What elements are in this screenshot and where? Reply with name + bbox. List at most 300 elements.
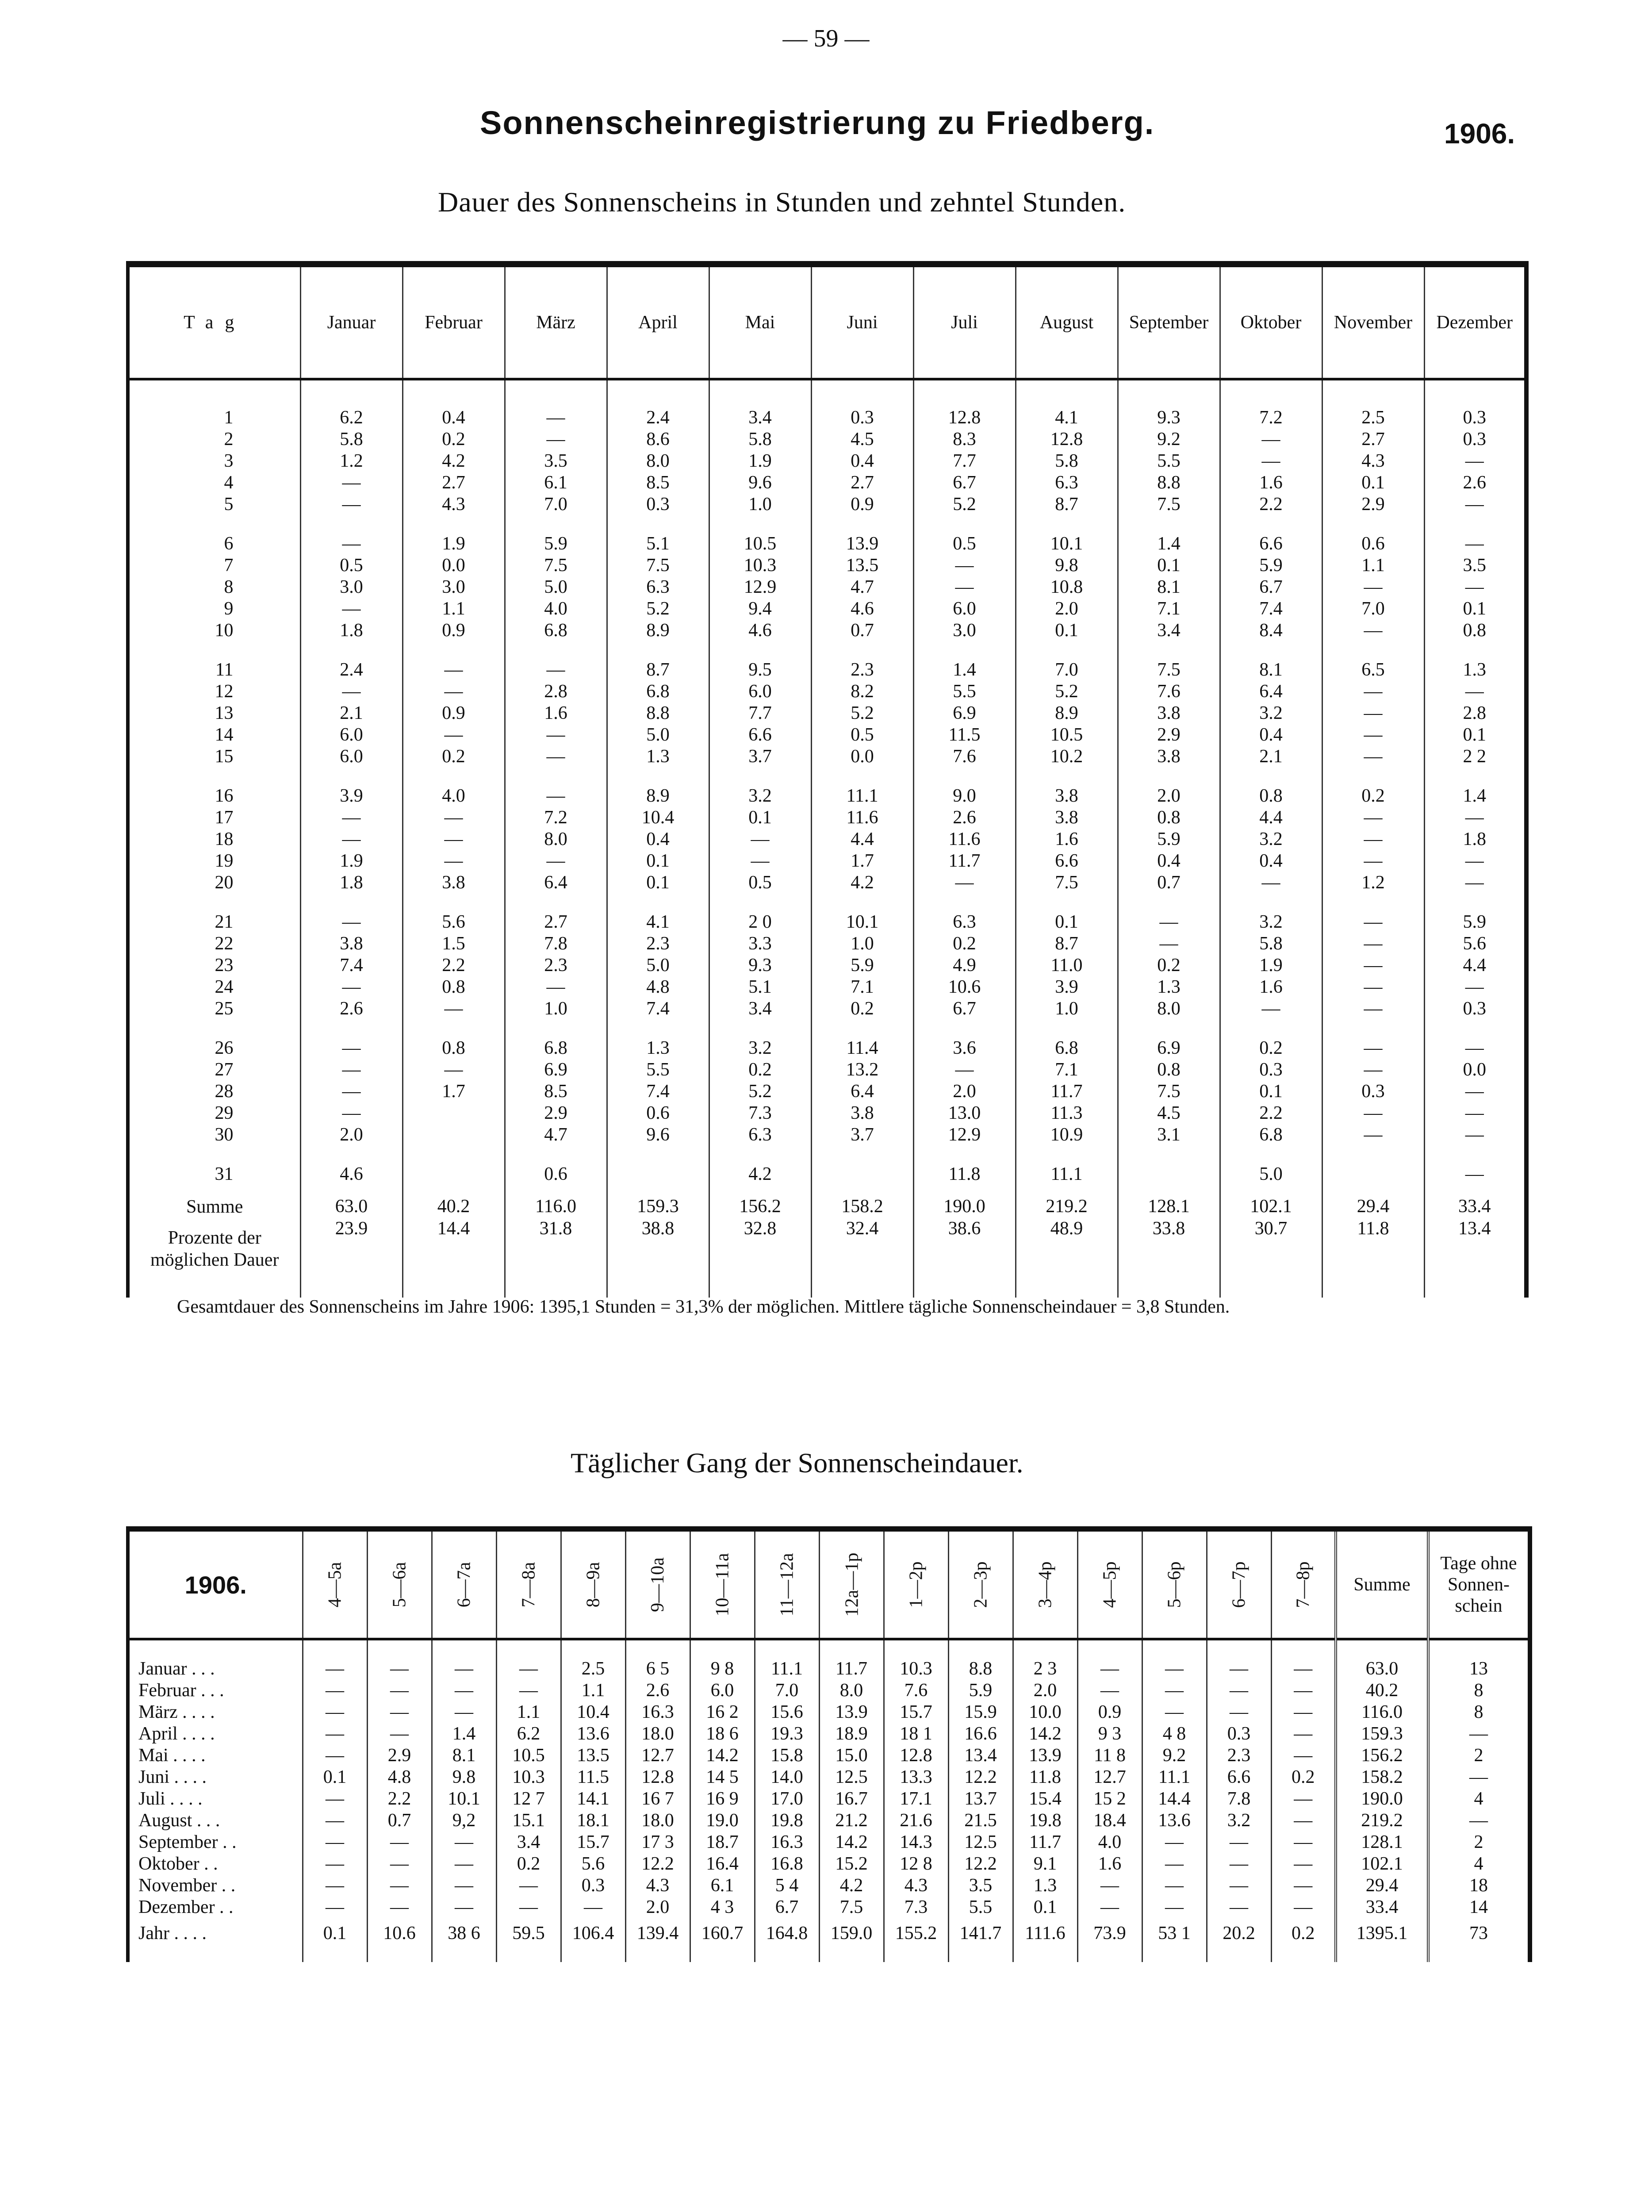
- sunshine-hours-cell: 5.0: [607, 724, 709, 746]
- sunshine-hours-cell: 3.4: [1118, 620, 1220, 641]
- day-number-cell: 12: [128, 681, 300, 703]
- month-sum-cell: 158.2: [811, 1185, 913, 1218]
- month-sum-cell: 63.0: [300, 1185, 402, 1218]
- hourly-value-cell: 4.8: [367, 1767, 432, 1788]
- sum-row: [128, 1185, 1526, 1218]
- sunshine-hours-cell: 8.6: [607, 429, 709, 450]
- sunshine-hours-cell: 5.9: [1424, 894, 1526, 933]
- sunshine-hours-cell: —: [300, 894, 402, 933]
- sunshine-hours-cell: 7.5: [505, 555, 607, 576]
- sunshine-hours-cell: 7.1: [811, 976, 913, 998]
- hourly-value-cell: 16.3: [755, 1832, 819, 1853]
- sunshine-hours-cell: —: [913, 555, 1016, 576]
- sunshine-hours-cell: 10.8: [1016, 576, 1118, 598]
- sunshine-hours-cell: 13.9: [811, 515, 913, 555]
- hour-header-label: 6—7p: [1229, 1561, 1249, 1608]
- sunshine-hours-cell: 3.9: [300, 768, 402, 807]
- sunshine-hours-cell: 2.3: [505, 955, 607, 976]
- days-without-sun-cell: 8: [1428, 1701, 1530, 1723]
- sunshine-hours-cell: 1.3: [1118, 976, 1220, 998]
- sunshine-hours-cell: —: [402, 850, 505, 872]
- hour-header: [819, 1529, 884, 1639]
- sunshine-hours-cell: 8.7: [607, 641, 709, 681]
- hourly-value-cell: —: [1271, 1680, 1336, 1701]
- sunshine-hours-cell: —: [1424, 1081, 1526, 1102]
- month-sum-cell: 116.0: [1336, 1701, 1428, 1723]
- sunshine-hours-cell: 7.1: [1118, 598, 1220, 620]
- sunshine-hours-cell: 12.9: [709, 576, 811, 598]
- hourly-value-cell: 6 5: [625, 1639, 690, 1680]
- hourly-value-cell: —: [303, 1723, 367, 1745]
- hour-header: [432, 1529, 496, 1639]
- hourly-value-cell: 0.2: [496, 1853, 561, 1875]
- sunshine-hours-cell: 2.7: [1322, 429, 1424, 450]
- hourly-value-cell: 12.7: [625, 1745, 690, 1767]
- hourly-value-cell: 15.1: [496, 1810, 561, 1832]
- table2-corner-year: 1906.: [128, 1529, 303, 1639]
- table-row: [128, 1723, 1530, 1745]
- day-number-cell: 2: [128, 429, 300, 450]
- table-row: [128, 1081, 1526, 1102]
- table-row: [128, 894, 1526, 933]
- sunshine-hours-cell: 9.3: [709, 955, 811, 976]
- sunshine-hours-cell: —: [1322, 976, 1424, 998]
- hourly-value-cell: —: [1077, 1680, 1142, 1701]
- sunshine-hours-cell: 3.9: [1016, 976, 1118, 998]
- hourly-value-cell: —: [367, 1897, 432, 1918]
- hour-header-label: 7—8a: [518, 1562, 539, 1608]
- days-without-sun-cell: 2: [1428, 1745, 1530, 1767]
- sunshine-hours-cell: 9.3: [1118, 379, 1220, 429]
- days-without-sun-header: Tage ohne Sonnen-schein: [1428, 1529, 1530, 1639]
- percent-label: Prozente der möglichen Dauer: [128, 1218, 300, 1298]
- sunshine-hours-cell: 6.8: [1220, 1124, 1322, 1146]
- sunshine-hours-cell: 11.4: [811, 1020, 913, 1059]
- page-year: 1906.: [1444, 118, 1515, 150]
- sunshine-hours-cell: 8.7: [1016, 494, 1118, 515]
- sunshine-hours-cell: 10.9: [1016, 1124, 1118, 1146]
- hourly-sunshine-table: [126, 1526, 1532, 1962]
- hourly-value-cell: 1.1: [496, 1701, 561, 1723]
- sunshine-hours-cell: 7.7: [913, 450, 1016, 472]
- hourly-value-cell: —: [303, 1745, 367, 1767]
- sunshine-hours-cell: 6.8: [1016, 1020, 1118, 1059]
- day-number-cell: 11: [128, 641, 300, 681]
- sunshine-hours-cell: 1.0: [811, 933, 913, 955]
- sunshine-hours-cell: 2.0: [1118, 768, 1220, 807]
- sunshine-hours-cell: —: [709, 829, 811, 850]
- sunshine-hours-cell: 9.6: [607, 1124, 709, 1146]
- month-sum-cell: 156.2: [709, 1185, 811, 1218]
- sunshine-hours-cell: 1.1: [402, 598, 505, 620]
- sunshine-hours-cell: 2.0: [300, 1124, 402, 1146]
- sunshine-hours-cell: 0.2: [1220, 1020, 1322, 1059]
- sunshine-hours-cell: —: [1322, 894, 1424, 933]
- hourly-value-cell: —: [1271, 1639, 1336, 1680]
- sunshine-hours-cell: 2.2: [1220, 494, 1322, 515]
- month-sum-cell: 128.1: [1336, 1832, 1428, 1853]
- sunshine-hours-cell: —: [505, 429, 607, 450]
- day-number-cell: 3: [128, 450, 300, 472]
- month-sum-cell: 102.1: [1220, 1185, 1322, 1218]
- sunshine-hours-cell: 10.6: [913, 976, 1016, 998]
- days-without-sun-cell: 2: [1428, 1832, 1530, 1853]
- sunshine-hours-cell: 1.9: [1220, 955, 1322, 976]
- sunshine-hours-cell: 1.6: [1016, 829, 1118, 850]
- sunshine-hours-cell: 5.5: [1118, 450, 1220, 472]
- sunshine-hours-cell: 6.6: [1016, 850, 1118, 872]
- sunshine-hours-cell: 9.8: [1016, 555, 1118, 576]
- sunshine-hours-cell: 3.0: [913, 620, 1016, 641]
- hourly-value-cell: —: [367, 1875, 432, 1897]
- hourly-value-cell: 11.7: [1013, 1832, 1077, 1853]
- sunshine-hours-cell: —: [1424, 494, 1526, 515]
- sunshine-hours-cell: 7.5: [1118, 494, 1220, 515]
- sunshine-hours-cell: 7.0: [505, 494, 607, 515]
- hourly-value-cell: 1.4: [432, 1723, 496, 1745]
- sunshine-hours-cell: 6.9: [1118, 1020, 1220, 1059]
- hourly-value-cell: 0.1: [1013, 1897, 1077, 1918]
- sunshine-hours-cell: [1118, 1146, 1220, 1185]
- sunshine-hours-cell: 13.2: [811, 1059, 913, 1081]
- hourly-value-cell: 15.8: [755, 1745, 819, 1767]
- sunshine-hours-cell: 11.7: [1016, 1081, 1118, 1102]
- hourly-value-cell: 2.9: [367, 1745, 432, 1767]
- sunshine-hours-cell: 5.2: [1016, 681, 1118, 703]
- sunshine-hours-cell: 0.9: [402, 620, 505, 641]
- sunshine-hours-cell: 3.3: [709, 933, 811, 955]
- table-row: [128, 641, 1526, 681]
- sunshine-hours-cell: [402, 1146, 505, 1185]
- hourly-value-cell: —: [303, 1701, 367, 1723]
- sunshine-hours-cell: 1.3: [1424, 641, 1526, 681]
- table-row: [128, 1701, 1530, 1723]
- hourly-value-cell: 18.1: [561, 1810, 625, 1832]
- days-without-sun-cell: 13: [1428, 1639, 1530, 1680]
- sunshine-hours-cell: 0.4: [402, 379, 505, 429]
- hourly-value-cell: 10.3: [884, 1639, 948, 1680]
- hourly-value-cell: —: [1271, 1701, 1336, 1723]
- sunshine-hours-cell: 7.5: [607, 555, 709, 576]
- days-without-sun-cell: 4: [1428, 1853, 1530, 1875]
- sunshine-hours-cell: 11.7: [913, 850, 1016, 872]
- sunshine-hours-cell: —: [505, 379, 607, 429]
- sunshine-hours-cell: 6.6: [709, 724, 811, 746]
- days-without-sun-cell: —: [1428, 1810, 1530, 1832]
- hourly-value-cell: 12.5: [948, 1832, 1013, 1853]
- hourly-value-cell: —: [1207, 1897, 1271, 1918]
- table-row: [128, 576, 1526, 598]
- month-sum-cell: 63.0: [1336, 1639, 1428, 1680]
- sunshine-hours-cell: 6.3: [913, 894, 1016, 933]
- sunshine-hours-cell: 4.1: [1016, 379, 1118, 429]
- hourly-value-cell: 8.0: [819, 1680, 884, 1701]
- hourly-value-cell: 14.0: [755, 1767, 819, 1788]
- hourly-value-cell: 2.3: [1207, 1745, 1271, 1767]
- sunshine-hours-cell: 1.5: [402, 933, 505, 955]
- hourly-value-cell: 0.3: [561, 1875, 625, 1897]
- table-row: [128, 598, 1526, 620]
- hourly-value-cell: —: [1142, 1897, 1207, 1918]
- sunshine-hours-cell: —: [1424, 1124, 1526, 1146]
- month-label: Februar . . .: [128, 1680, 303, 1701]
- hourly-value-cell: 12.8: [625, 1767, 690, 1788]
- hourly-value-cell: 9 8: [690, 1639, 755, 1680]
- hourly-value-cell: 14.2: [819, 1832, 884, 1853]
- hourly-value-cell: —: [432, 1832, 496, 1853]
- sunshine-hours-cell: 9.2: [1118, 429, 1220, 450]
- sunshine-hours-cell: 1.1: [1322, 555, 1424, 576]
- table-row: [128, 807, 1526, 829]
- sunshine-hours-cell: —: [913, 576, 1016, 598]
- hourly-value-cell: 18.9: [819, 1723, 884, 1745]
- hourly-value-cell: 9,2: [432, 1810, 496, 1832]
- sunshine-hours-cell: 1.6: [505, 703, 607, 724]
- sunshine-hours-cell: 2.2: [1220, 1102, 1322, 1124]
- hourly-value-cell: —: [367, 1723, 432, 1745]
- sunshine-hours-cell: —: [300, 976, 402, 998]
- month-percent-cell: 48.9: [1016, 1218, 1118, 1298]
- hourly-value-cell: 13.3: [884, 1767, 948, 1788]
- sunshine-hours-cell: [402, 1124, 505, 1146]
- month-header: April: [607, 264, 709, 379]
- days-without-sun-cell: 14: [1428, 1897, 1530, 1918]
- sunshine-hours-cell: —: [1322, 829, 1424, 850]
- hourly-value-cell: —: [1207, 1875, 1271, 1897]
- hourly-value-cell: 0.3: [1207, 1723, 1271, 1745]
- hour-header: [1077, 1529, 1142, 1639]
- sunshine-hours-cell: 0.4: [1118, 850, 1220, 872]
- hourly-value-cell: —: [432, 1875, 496, 1897]
- month-percent-cell: 30.7: [1220, 1218, 1322, 1298]
- hourly-value-cell: 9.8: [432, 1767, 496, 1788]
- sunshine-hours-cell: —: [300, 472, 402, 494]
- sunshine-hours-cell: —: [913, 1059, 1016, 1081]
- sunshine-hours-cell: 5.8: [1220, 933, 1322, 955]
- sunshine-hours-cell: 3.5: [1424, 555, 1526, 576]
- sunshine-hours-cell: 2.4: [607, 379, 709, 429]
- sunshine-hours-cell: 1.3: [607, 1020, 709, 1059]
- hourly-value-cell: 15.7: [884, 1701, 948, 1723]
- sunshine-hours-cell: 1.9: [709, 450, 811, 472]
- hourly-value-cell: —: [1207, 1832, 1271, 1853]
- hourly-value-cell: 15.6: [755, 1701, 819, 1723]
- hourly-value-cell: 6.0: [690, 1680, 755, 1701]
- sunshine-hours-cell: 4.0: [505, 598, 607, 620]
- sunshine-hours-cell: 1.4: [913, 641, 1016, 681]
- hourly-value-cell: —: [303, 1832, 367, 1853]
- sunshine-hours-cell: 0.8: [1118, 807, 1220, 829]
- sunshine-hours-cell: 6.7: [1220, 576, 1322, 598]
- sunshine-hours-cell: 5.6: [1424, 933, 1526, 955]
- sunshine-hours-cell: 6.9: [505, 1059, 607, 1081]
- year-hourly-cell: 73.9: [1077, 1918, 1142, 1962]
- sunshine-hours-cell: 2.6: [913, 807, 1016, 829]
- sunshine-hours-cell: 1.2: [1322, 872, 1424, 894]
- table-row: [128, 1639, 1530, 1680]
- sunshine-hours-cell: —: [1424, 872, 1526, 894]
- sunshine-hours-cell: 6.4: [811, 1081, 913, 1102]
- days-without-sun-cell: 8: [1428, 1680, 1530, 1701]
- annual-summary-note: Gesamtdauer des Sonnenscheins im Jahre 1906: 1395,1 Stunden = 31,3% der möglichen. Mittlere tägliche Sonnenscheindauer = 3,8 Stunden.: [177, 1297, 1230, 1317]
- sunshine-hours-cell: 0.3: [1424, 429, 1526, 450]
- hourly-value-cell: —: [1207, 1680, 1271, 1701]
- sunshine-hours-cell: 0.7: [811, 620, 913, 641]
- hourly-value-cell: 11.1: [1142, 1767, 1207, 1788]
- sunshine-hours-cell: 8.9: [1016, 703, 1118, 724]
- table1-body: [128, 379, 1526, 1298]
- sunshine-hours-cell: —: [505, 724, 607, 746]
- sunshine-hours-cell: 5.8: [709, 429, 811, 450]
- hourly-value-cell: 19.0: [690, 1810, 755, 1832]
- sunshine-hours-cell: 11.6: [913, 829, 1016, 850]
- day-number-cell: 23: [128, 955, 300, 976]
- table-row: [128, 1853, 1530, 1875]
- hour-header-label: 8—9a: [583, 1562, 603, 1608]
- month-label: März . . . .: [128, 1701, 303, 1723]
- hourly-value-cell: 13.4: [948, 1745, 1013, 1767]
- hourly-value-cell: 0.2: [1271, 1767, 1336, 1788]
- sunshine-hours-cell: 1.8: [1424, 829, 1526, 850]
- sunshine-hours-cell: 8.8: [607, 703, 709, 724]
- hour-header: [884, 1529, 948, 1639]
- sunshine-hours-cell: 0.8: [1424, 620, 1526, 641]
- sunshine-hours-cell: 3.5: [505, 450, 607, 472]
- month-header: Juli: [913, 264, 1016, 379]
- sunshine-hours-cell: 3.7: [811, 1124, 913, 1146]
- hourly-value-cell: 5.5: [948, 1897, 1013, 1918]
- month-header: Februar: [402, 264, 505, 379]
- sunshine-hours-cell: 11.1: [1016, 1146, 1118, 1185]
- hourly-value-cell: 19.8: [755, 1810, 819, 1832]
- table-row: [128, 998, 1526, 1020]
- sunshine-hours-cell: 7.2: [505, 807, 607, 829]
- sunshine-hours-cell: —: [709, 850, 811, 872]
- month-sum-cell: 190.0: [913, 1185, 1016, 1218]
- sunshine-hours-cell: 0.1: [1322, 472, 1424, 494]
- sunshine-hours-cell: 2.7: [402, 472, 505, 494]
- sunshine-hours-cell: 6.0: [300, 724, 402, 746]
- sunshine-hours-cell: 1.6: [1220, 472, 1322, 494]
- sunshine-hours-cell: 1.9: [300, 850, 402, 872]
- sunshine-hours-cell: 5.2: [913, 494, 1016, 515]
- sunshine-hours-cell: 0.5: [913, 515, 1016, 555]
- sunshine-hours-cell: —: [1322, 681, 1424, 703]
- hourly-value-cell: —: [1077, 1897, 1142, 1918]
- sunshine-hours-cell: 7.6: [913, 746, 1016, 768]
- hourly-value-cell: —: [496, 1680, 561, 1701]
- month-sum-cell: 116.0: [505, 1185, 607, 1218]
- sunshine-hours-cell: 0.8: [402, 976, 505, 998]
- hour-header: [755, 1529, 819, 1639]
- day-number-cell: 30: [128, 1124, 300, 1146]
- hourly-value-cell: 13.7: [948, 1788, 1013, 1810]
- sunshine-hours-cell: 11.5: [913, 724, 1016, 746]
- sunshine-hours-cell: 3.2: [1220, 829, 1322, 850]
- day-number-cell: 27: [128, 1059, 300, 1081]
- table-row: [128, 450, 1526, 472]
- sunshine-hours-cell: 2 0: [709, 894, 811, 933]
- table-row: [128, 472, 1526, 494]
- sunshine-hours-cell: 4.8: [607, 976, 709, 998]
- sunshine-hours-cell: 3.2: [1220, 894, 1322, 933]
- hourly-value-cell: 5.9: [948, 1680, 1013, 1701]
- month-percent-cell: 13.4: [1424, 1218, 1526, 1298]
- hour-header-label: 5—6p: [1164, 1561, 1184, 1608]
- month-label: Dezember . .: [128, 1897, 303, 1918]
- hourly-value-cell: 3.2: [1207, 1810, 1271, 1832]
- sunshine-hours-cell: 7.3: [709, 1102, 811, 1124]
- sunshine-hours-cell: —: [300, 515, 402, 555]
- sunshine-hours-cell: 3.2: [709, 1020, 811, 1059]
- sunshine-hours-cell: 10.3: [709, 555, 811, 576]
- sunshine-hours-cell: 4.2: [811, 872, 913, 894]
- sunshine-hours-cell: —: [1424, 1020, 1526, 1059]
- sunshine-hours-cell: 7.4: [607, 998, 709, 1020]
- sunshine-hours-cell: 2.9: [1118, 724, 1220, 746]
- day-number-cell: 5: [128, 494, 300, 515]
- hourly-value-cell: —: [432, 1853, 496, 1875]
- hourly-value-cell: 2 3: [1013, 1639, 1077, 1680]
- sunshine-hours-cell: 5.5: [607, 1059, 709, 1081]
- year-hourly-cell: 0.2: [1271, 1918, 1336, 1962]
- days-without-sun-cell: —: [1428, 1767, 1530, 1788]
- hourly-value-cell: —: [1142, 1832, 1207, 1853]
- hourly-value-cell: 11 8: [1077, 1745, 1142, 1767]
- sunshine-hours-cell: 2.3: [607, 933, 709, 955]
- sunshine-hours-cell: 10.4: [607, 807, 709, 829]
- day-number-cell: 16: [128, 768, 300, 807]
- hourly-value-cell: 7.8: [1207, 1788, 1271, 1810]
- sunshine-hours-cell: 6.4: [505, 872, 607, 894]
- hour-header-label: 3—4p: [1035, 1561, 1055, 1608]
- hourly-value-cell: 16.7: [819, 1788, 884, 1810]
- day-number-cell: 18: [128, 829, 300, 850]
- month-label: November . .: [128, 1875, 303, 1897]
- hour-header: [1271, 1529, 1336, 1639]
- sunshine-hours-cell: 3.8: [811, 1102, 913, 1124]
- sunshine-hours-cell: 9.5: [709, 641, 811, 681]
- hourly-value-cell: 16.3: [625, 1701, 690, 1723]
- table-row: [128, 1745, 1530, 1767]
- hourly-value-cell: 16.4: [690, 1853, 755, 1875]
- day-number-cell: 9: [128, 598, 300, 620]
- hour-header-label: 4—5p: [1100, 1561, 1120, 1608]
- hourly-value-cell: —: [367, 1701, 432, 1723]
- sunshine-hours-cell: —: [402, 641, 505, 681]
- sunshine-hours-cell: 6.4: [1220, 681, 1322, 703]
- sunshine-hours-cell: —: [1322, 998, 1424, 1020]
- sunshine-hours-cell: 5.2: [607, 598, 709, 620]
- table2-body: [128, 1639, 1530, 1962]
- sunshine-hours-cell: 3.8: [300, 933, 402, 955]
- hourly-value-cell: —: [496, 1897, 561, 1918]
- sunshine-hours-cell: 4.4: [811, 829, 913, 850]
- sunshine-hours-cell: 5.1: [607, 515, 709, 555]
- hourly-value-cell: 4.3: [625, 1875, 690, 1897]
- sunshine-hours-cell: 4.2: [709, 1146, 811, 1185]
- year-hourly-cell: 141.7: [948, 1918, 1013, 1962]
- month-label: September . .: [128, 1832, 303, 1853]
- month-header: März: [505, 264, 607, 379]
- sunshine-hours-cell: —: [1322, 807, 1424, 829]
- sunshine-hours-cell: 8.2: [811, 681, 913, 703]
- hourly-value-cell: 8.8: [948, 1639, 1013, 1680]
- sunshine-hours-cell: 8.5: [505, 1081, 607, 1102]
- sunshine-hours-cell: 1.0: [1016, 998, 1118, 1020]
- day-number-cell: 28: [128, 1081, 300, 1102]
- sunshine-hours-cell: 2.0: [1016, 598, 1118, 620]
